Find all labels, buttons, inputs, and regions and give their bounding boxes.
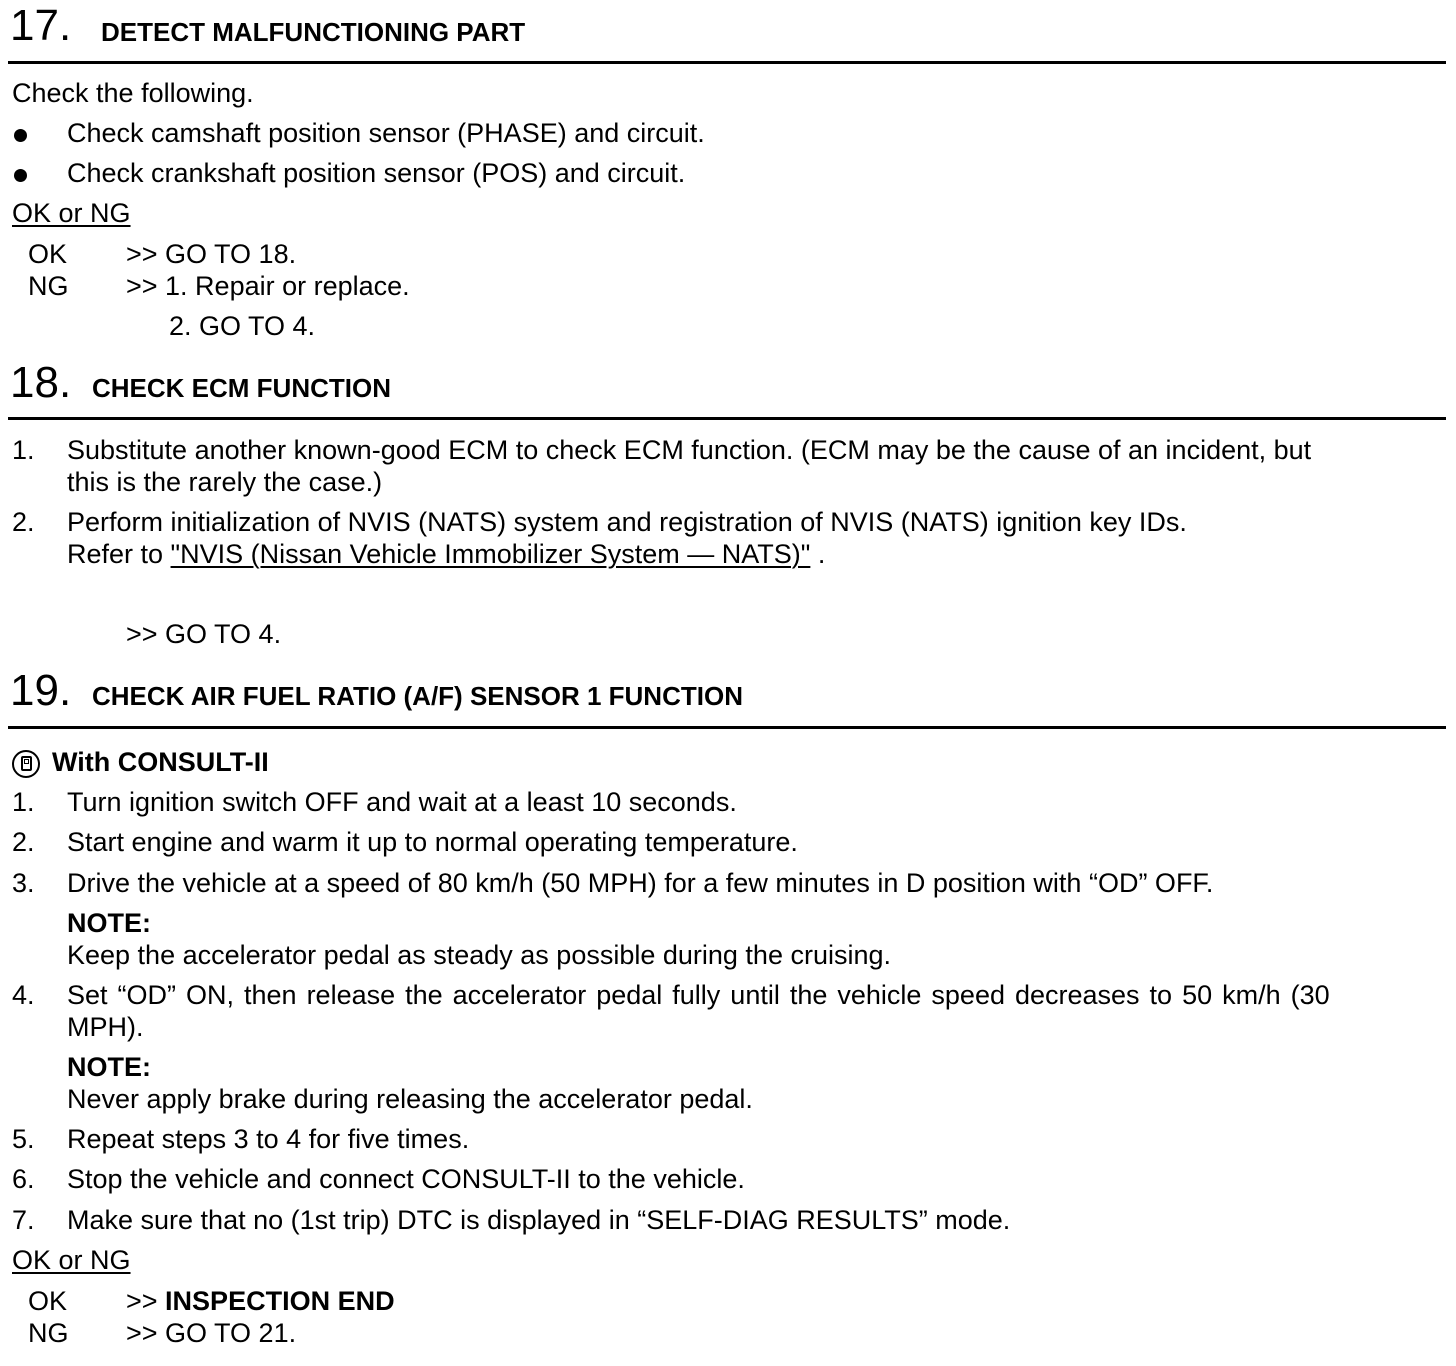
step-19-ok-label: OK [28,1286,68,1316]
step-19-item-3-number: 3. [12,868,35,898]
step-18-item-2-line-2 [67,538,825,570]
step-19-item-2-number: 2. [12,827,35,857]
step-17-bullet-2: Check crankshaft position sensor (POS) and circuit. [67,158,686,188]
step-19-title: CHECK AIR FUEL RATIO (A/F) SENSOR 1 FUNCTION [92,681,743,711]
step-18-item-2-number: 2. [12,507,35,537]
step-19-item-4-number: 4. [12,980,35,1010]
ok-arrow: >> [126,1286,166,1316]
step-17-ok-label: OK [28,239,68,269]
step-17-result-heading: OK or NG [12,198,131,228]
section-divider [8,726,1446,729]
step-17-bullet-1: Check camshaft position sensor (PHASE) and circuit. [67,118,705,148]
nvis-reference-link[interactable]: "NVIS (Nissan Vehicle Immobilizer System — NATS)" [170,539,811,569]
section-divider [8,417,1446,420]
inspection-end: INSPECTION END [165,1286,395,1316]
step-18-item-1-line-2: this is the rarely the case.) [67,467,383,497]
step-19-item-7-text: Make sure that no (1st trip) DTC is displayed in “SELF-DIAG RESULTS” mode. [67,1205,1011,1235]
step-19-item-4-note-text: Never apply brake during releasing the accelerator pedal. [67,1084,753,1114]
consult-label: With CONSULT-II [52,747,269,777]
step-19-item-1-text: Turn ignition switch OFF and wait at a least 10 seconds. [67,787,737,817]
step-19-item-4-text: Set “OD” ON, then release the accelerator pedal fully until the vehicle speed decreases to 50 km/h (30 [67,980,1330,1010]
step-17-ng-label: NG [28,271,69,301]
step-19-item-3-note-text: Keep the accelerator pedal as steady as possible during the cruising. [67,940,892,970]
step-19-item-3-note-label: NOTE: [67,908,151,938]
step-17-number: 17. [10,1,72,50]
refer-suffix: . [810,539,826,569]
step-18-title: CHECK ECM FUNCTION [92,373,391,403]
step-19-item-4-text-2: MPH). [67,1012,144,1042]
section-divider [8,61,1446,64]
step-19-ng-label: NG [28,1318,69,1348]
step-18-item-1-number: 1. [12,435,35,465]
step-17-ok-action: >> GO TO 18. [126,239,297,269]
step-18-number: 18. [10,358,72,407]
step-19-item-5-number: 5. [12,1124,35,1154]
step-17-ng-action-1: >> 1. Repair or replace. [126,271,410,301]
bullet-icon [14,169,27,182]
step-19-ok-action [126,1285,395,1317]
bullet-icon [14,129,27,142]
step-18-goto: >> GO TO 4. [126,619,282,649]
refer-prefix: Refer to [67,539,171,569]
step-19-item-3-text: Drive the vehicle at a speed of 80 km/h (50 MPH) for a few minutes in D position with “OD” OFF. [67,868,1214,898]
step-19-ng-action: >> GO TO 21. [126,1318,297,1348]
step-19-item-2-text: Start engine and warm it up to normal operating temperature. [67,827,798,857]
step-18-item-2-line-1: Perform initialization of NVIS (NATS) system and registration of NVIS (NATS) ignition key IDs. [67,507,1187,537]
step-19-item-6-number: 6. [12,1164,35,1194]
step-17-intro: Check the following. [12,78,254,108]
step-19-result-heading: OK or NG [12,1245,131,1275]
consult-tool-icon [12,750,40,778]
step-19-item-6-text: Stop the vehicle and connect CONSULT-II to the vehicle. [67,1164,745,1194]
step-19-item-1-number: 1. [12,787,35,817]
step-19-item-7-number: 7. [12,1205,35,1235]
step-17-ng-action-2: 2. GO TO 4. [169,311,316,341]
step-19-item-4-note-label: NOTE: [67,1052,151,1082]
step-18-item-1-line-1: Substitute another known-good ECM to check ECM function. (ECM may be the cause of an incident, but [67,435,1312,465]
step-19-number: 19. [10,666,72,715]
step-19-item-5-text: Repeat steps 3 to 4 for five times. [67,1124,470,1154]
step-17-title: DETECT MALFUNCTIONING PART [101,17,526,47]
